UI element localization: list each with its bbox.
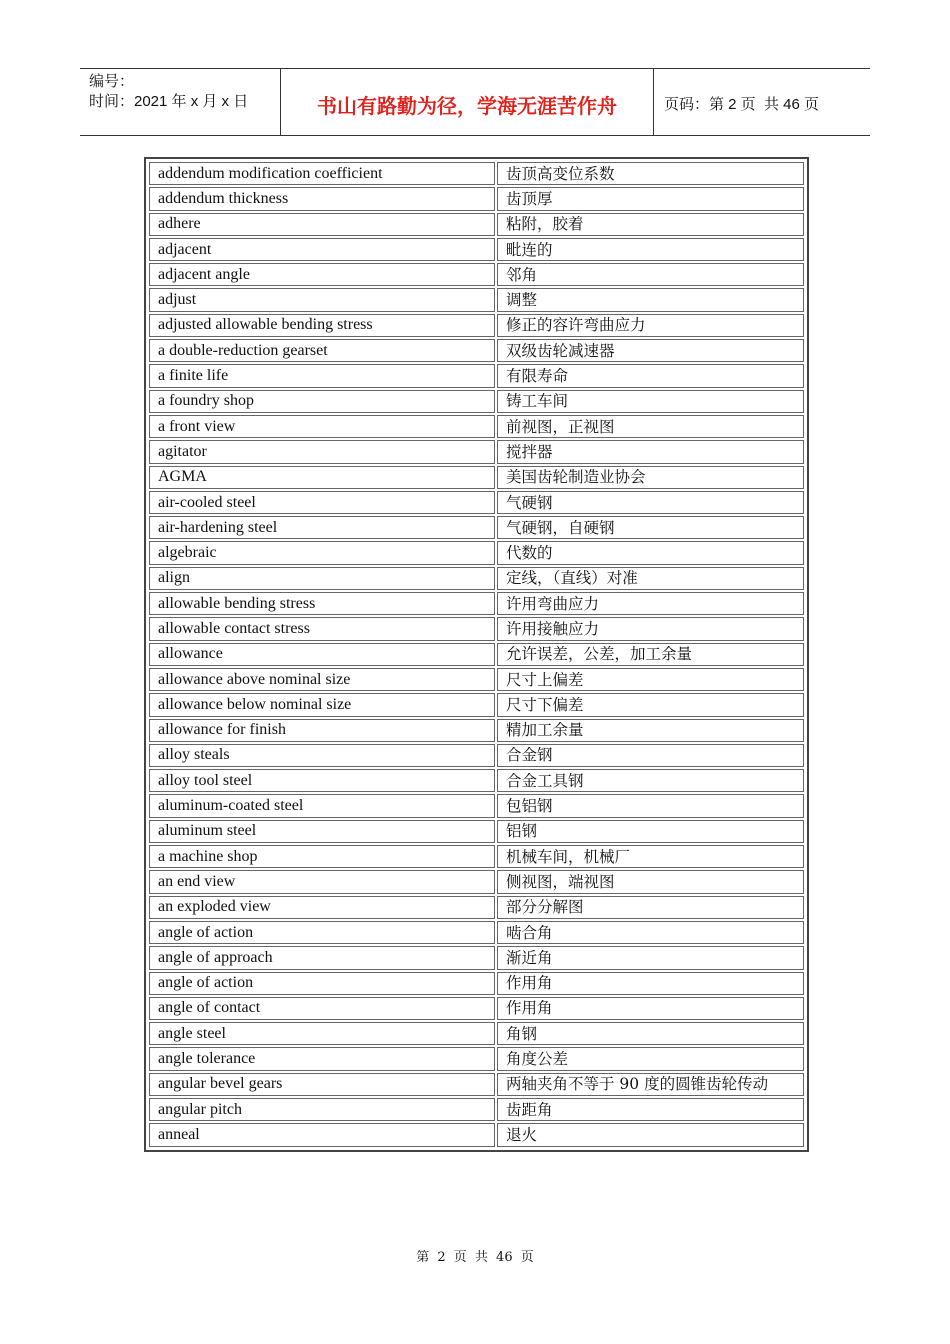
- term-english: an exploded view: [149, 896, 495, 919]
- term-chinese: 机械车间，机械厂: [497, 845, 804, 868]
- term-english: anneal: [149, 1123, 495, 1146]
- term-chinese: 铝钢: [497, 820, 804, 843]
- table-row: [149, 440, 804, 463]
- header-meta: [80, 69, 281, 135]
- term-english: adjacent angle: [149, 263, 495, 286]
- term-english: a finite life: [149, 364, 495, 387]
- table-row: [149, 820, 804, 843]
- term-english: angle of action: [149, 921, 495, 944]
- table-row: [149, 592, 804, 615]
- table-row: [149, 339, 804, 362]
- term-chinese: 齿顶厚: [497, 187, 804, 210]
- term-english: angle of contact: [149, 997, 495, 1020]
- glossary-table: [147, 160, 806, 1149]
- term-english: a foundry shop: [149, 390, 495, 413]
- term-chinese: 作用角: [497, 997, 804, 1020]
- page-header: [80, 68, 870, 136]
- term-english: angular bevel gears: [149, 1073, 495, 1096]
- table-row: [149, 719, 804, 742]
- term-chinese: 允许误差，公差，加工余量: [497, 643, 804, 666]
- term-chinese: 啮合角: [497, 921, 804, 944]
- term-chinese: 合金工具钢: [497, 769, 804, 792]
- term-chinese: 许用接触应力: [497, 617, 804, 640]
- header-motto: 书山有路勤为径，学海无涯苦作舟: [281, 69, 654, 135]
- table-row: [149, 896, 804, 919]
- term-chinese: 侧视图，端视图: [497, 870, 804, 893]
- term-english: air-hardening steel: [149, 516, 495, 539]
- term-english: allowable contact stress: [149, 617, 495, 640]
- table-row: [149, 1047, 804, 1070]
- term-chinese: 代数的: [497, 541, 804, 564]
- term-english: allowance above nominal size: [149, 668, 495, 691]
- term-english: angle of action: [149, 972, 495, 995]
- term-english: allowance for finish: [149, 719, 495, 742]
- table-row: [149, 263, 804, 286]
- table-row: [149, 946, 804, 969]
- table-row: [149, 617, 804, 640]
- term-english: angular pitch: [149, 1098, 495, 1121]
- term-english: AGMA: [149, 466, 495, 489]
- table-row: [149, 238, 804, 261]
- table-row: [149, 541, 804, 564]
- term-english: allowance below nominal size: [149, 693, 495, 716]
- term-english: alloy tool steel: [149, 769, 495, 792]
- term-english: angle steel: [149, 1022, 495, 1045]
- table-row: [149, 314, 804, 337]
- term-english: a double-reduction gearset: [149, 339, 495, 362]
- glossary-rows: [149, 162, 804, 1147]
- term-english: adhere: [149, 213, 495, 236]
- term-chinese: 气硬钢，自硬钢: [497, 516, 804, 539]
- term-chinese: 角钢: [497, 1022, 804, 1045]
- table-row: [149, 972, 804, 995]
- term-chinese: 美国齿轮制造业协会: [497, 466, 804, 489]
- term-chinese: 部分分解图: [497, 896, 804, 919]
- term-english: addendum thickness: [149, 187, 495, 210]
- term-chinese: 前视图，正视图: [497, 415, 804, 438]
- term-english: adjusted allowable bending stress: [149, 314, 495, 337]
- table-row: [149, 845, 804, 868]
- term-chinese: 搅拌器: [497, 440, 804, 463]
- table-row: [149, 744, 804, 767]
- table-row: [149, 567, 804, 590]
- table-row: [149, 415, 804, 438]
- term-chinese: 粘附，胶着: [497, 213, 804, 236]
- table-row: [149, 693, 804, 716]
- table-row: [149, 162, 804, 185]
- term-english: a front view: [149, 415, 495, 438]
- term-chinese: 齿距角: [497, 1098, 804, 1121]
- term-chinese: 毗连的: [497, 238, 804, 261]
- term-chinese: 修正的容许弯曲应力: [497, 314, 804, 337]
- term-english: angle tolerance: [149, 1047, 495, 1070]
- term-chinese: 定线，（直线）对准: [497, 567, 804, 590]
- term-chinese: 角度公差: [497, 1047, 804, 1070]
- table-row: [149, 187, 804, 210]
- term-english: adjust: [149, 288, 495, 311]
- term-chinese: 气硬钢: [497, 491, 804, 514]
- term-chinese: 退火: [497, 1123, 804, 1146]
- table-row: [149, 921, 804, 944]
- term-english: an end view: [149, 870, 495, 893]
- page-footer: 第 2 页 共 46 页: [416, 1250, 534, 1265]
- term-english: alloy steals: [149, 744, 495, 767]
- term-english: angle of approach: [149, 946, 495, 969]
- term-english: agitator: [149, 440, 495, 463]
- glossary-table-frame: [144, 157, 809, 1152]
- term-chinese: 两轴夹角不等于 90 度的圆锥齿轮传动: [497, 1073, 804, 1096]
- table-row: [149, 364, 804, 387]
- term-english: addendum modification coefficient: [149, 162, 495, 185]
- term-english: a machine shop: [149, 845, 495, 868]
- table-row: [149, 997, 804, 1020]
- term-chinese: 许用弯曲应力: [497, 592, 804, 615]
- term-chinese: 邻角: [497, 263, 804, 286]
- term-chinese: 调整: [497, 288, 804, 311]
- term-chinese: 尺寸上偏差: [497, 668, 804, 691]
- table-row: [149, 1098, 804, 1121]
- term-english: air-cooled steel: [149, 491, 495, 514]
- term-chinese: 精加工余量: [497, 719, 804, 742]
- table-row: [149, 288, 804, 311]
- time-label: 时间：2021 年 x 月 x 日: [89, 93, 249, 110]
- term-english: aluminum-coated steel: [149, 794, 495, 817]
- table-row: [149, 1073, 804, 1096]
- term-chinese: 合金钢: [497, 744, 804, 767]
- term-english: allowable bending stress: [149, 592, 495, 615]
- table-row: [149, 516, 804, 539]
- table-row: [149, 1123, 804, 1146]
- term-chinese: 作用角: [497, 972, 804, 995]
- serial-label: 编号：: [89, 73, 135, 90]
- table-row: [149, 643, 804, 666]
- header-page-info: [654, 69, 870, 135]
- term-english: algebraic: [149, 541, 495, 564]
- table-row: [149, 390, 804, 413]
- table-row: [149, 466, 804, 489]
- term-english: adjacent: [149, 238, 495, 261]
- table-row: [149, 668, 804, 691]
- term-chinese: 渐近角: [497, 946, 804, 969]
- term-chinese: 双级齿轮减速器: [497, 339, 804, 362]
- table-row: [149, 213, 804, 236]
- term-chinese: 尺寸下偏差: [497, 693, 804, 716]
- term-chinese: 包铝钢: [497, 794, 804, 817]
- table-row: [149, 870, 804, 893]
- term-chinese: 铸工车间: [497, 390, 804, 413]
- table-row: [149, 1022, 804, 1045]
- table-row: [149, 794, 804, 817]
- term-english: aluminum steel: [149, 820, 495, 843]
- term-english: allowance: [149, 643, 495, 666]
- table-row: [149, 491, 804, 514]
- term-english: align: [149, 567, 495, 590]
- table-row: [149, 769, 804, 792]
- page-label: 页码：第 2 页 共 46 页: [664, 95, 820, 113]
- term-chinese: 齿顶高变位系数: [497, 162, 804, 185]
- term-chinese: 有限寿命: [497, 364, 804, 387]
